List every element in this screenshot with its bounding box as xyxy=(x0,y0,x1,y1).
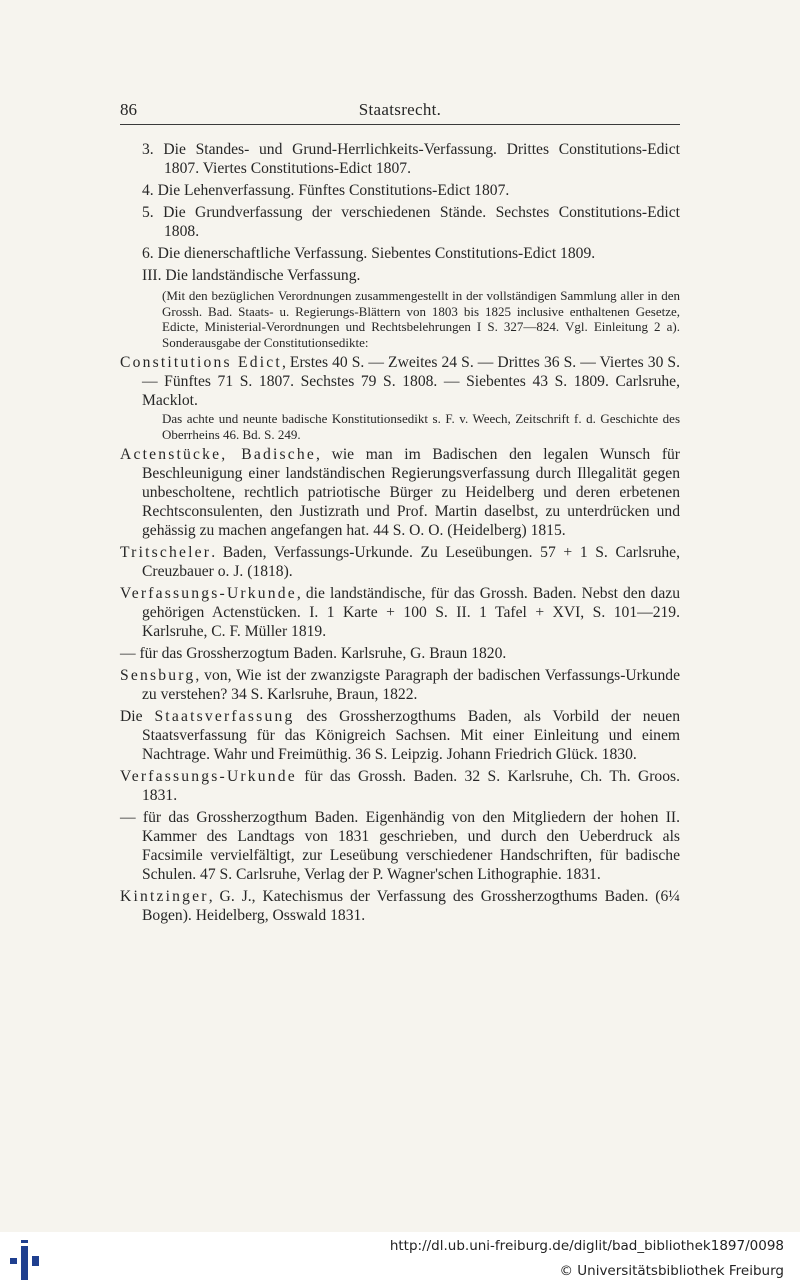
entry-text: . Baden, Verfassungs-Urkunde. Zu Leseübungen. 57 + 1 S. Carlsruhe, Creuzbauer o. J. (1818). xyxy=(142,544,680,580)
entry-text: , die landständische, für das Grossh. Baden. Nebst den dazu gehörigen Actenstücken. I. 1 Karte + 100 S. II. 1 Tafel + XVI, S. 101—219. Karlsruhe, C. F. Müller 1819. xyxy=(142,585,680,640)
entry-text: 6. Die dienerschaftliche Verfassung. Siebentes Constitutions-Edict 1809. xyxy=(142,245,596,262)
bibliography-entry xyxy=(120,543,680,581)
bibliography-entry xyxy=(120,707,680,764)
entry-headword: Tritscheler xyxy=(120,544,212,561)
entry-text: , von, Wie ist der zwanzigste Paragraph der badischen Verfassungs-Urkunde zu verstehen? 34 S. Karlsruhe, Braun, 1822. xyxy=(142,667,680,703)
bibliography-entry xyxy=(120,808,680,884)
entry-text: — für das Grossherzogthum Baden. Eigenhändig von den Mitgliedern der hohen II. Kammer des Landtags von 1831 geschrieben, und durch den Ueberdruck als Facsimile vervielfältigt, zur Leseübung verschiedener Handschriften, für badische Schulen. 47 S. Carlsruhe, Verlag der P. Wagner'schen Lithographie. 1831. xyxy=(120,809,680,883)
bibliography-entry xyxy=(120,140,680,178)
copyright-notice: © Universitätsbibliothek Freiburg xyxy=(559,1263,784,1279)
bibliography-entry xyxy=(120,584,680,641)
page-header xyxy=(120,100,680,124)
page-number: 86 xyxy=(120,100,137,119)
entry-prefix: Die xyxy=(120,708,155,725)
entry-text: , Erstes 40 S. — Zweites 24 S. — Drittes 36 S. — Viertes 30 S. — Fünftes 71 S. 1807. Sechstes 79 S. 1808. — Siebentes 43 S. 1809. Carlsruhe, Macklot. xyxy=(142,354,680,409)
entry-text: Das achte und neunte badische Konstitutionsedikt s. F. v. Weech, Zeitschrift f. d. Geschichte des Oberrheins 46. Bd. S. 249. xyxy=(162,411,680,442)
header-rule xyxy=(120,124,680,125)
entry-text: 5. Die Grundverfassung der verschiedenen Stände. Sechstes Constitutions-Edict 1808. xyxy=(142,204,680,240)
bibliography-entry xyxy=(120,181,680,200)
bibliography-entry xyxy=(120,767,680,805)
bibliography-entry xyxy=(120,445,680,540)
running-title: Staatsrecht. xyxy=(358,100,442,119)
bibliography-entry xyxy=(120,266,680,285)
bibliography-entry xyxy=(120,244,680,263)
permalink-url[interactable]: http://dl.ub.uni-freiburg.de/diglit/bad_bibliothek1897/0098 xyxy=(389,1238,784,1254)
bibliography-list xyxy=(120,140,680,928)
entry-headword: Verfassungs-Urkunde xyxy=(120,585,297,602)
entry-headword: Verfassungs-Urkunde xyxy=(120,768,297,785)
entry-text: für das Grossh. Baden. 32 S. Karlsruhe, Ch. Th. Groos. 1831. xyxy=(142,768,680,804)
entry-text: 4. Die Lehenverfassung. Fünftes Constitutions-Edict 1807. xyxy=(142,182,510,199)
bibliography-entry xyxy=(120,887,680,925)
entry-headword: Constitutions Edict xyxy=(120,354,282,371)
entry-text: , G. J., Katechismus der Verfassung des Grossherzogthums Baden. (6¼ Bogen). Heidelberg, Osswald 1831. xyxy=(142,888,680,924)
entry-text: III. Die landständische Verfassung. xyxy=(142,267,361,284)
entry-headword: Sensburg xyxy=(120,667,196,684)
viewer-footer xyxy=(0,1232,800,1287)
bibliography-entry xyxy=(120,203,680,241)
entry-text: (Mit den bezüglichen Verordnungen zusammengestellt in der vollständigen Sammlung aller in den Grossh. Bad. Staats- u. Regierungs-Blättern von 1803 bis 1825 inclusive enthaltenen Gesetze, Edicte, Ministerial-Verordnungen und Rechtsbelehrungen I S. 327—824. Vgl. Einleitung 2 a). Sonderausgabe der Constitutionsedikte: xyxy=(162,288,680,350)
ub-freiburg-logo-icon[interactable] xyxy=(10,1240,42,1280)
entry-text: , wie man im Badischen den legalen Wunsch für Beschleunigung einer landständischen Regierungsverfassung durch Illegalität gegen unbescholtene, rechtlich patriotische Bürger zu Heidelberg und deren erbetenen Rechtsconsulenten, den Justizrath und Prof. Martin daselbst, zu unterdrücken und gehässig zu machen angefangen hat. 44 S. O. O. (Heidelberg) 1815. xyxy=(142,446,681,539)
bibliography-entry xyxy=(120,353,680,410)
bibliography-entry xyxy=(120,411,680,442)
bibliography-entry xyxy=(120,644,680,663)
entry-headword: Kintzinger xyxy=(120,888,209,905)
entry-text: des Grossherzogthums Baden, als Vorbild der neuen Staatsverfassung für das Königreich Sachsen. Mit einer Einleitung und einem Nachtrage. Wahr und Freimüthig. 36 S. Leipzig. Johann Friedrich Glück. 1830. xyxy=(142,708,680,763)
bibliography-entry xyxy=(120,666,680,704)
entry-headword: Actenstücke, Badische xyxy=(120,446,317,463)
entry-text: 3. Die Standes- und Grund-Herrlichkeits-Verfassung. Drittes Constitutions-Edict 1807. Viertes Constitutions-Edict 1807. xyxy=(142,141,680,177)
entry-text: — für das Grossherzogtum Baden. Karlsruhe, G. Braun 1820. xyxy=(120,645,507,662)
entry-headword: Staatsverfassung xyxy=(154,708,295,725)
bibliography-entry xyxy=(120,288,680,350)
